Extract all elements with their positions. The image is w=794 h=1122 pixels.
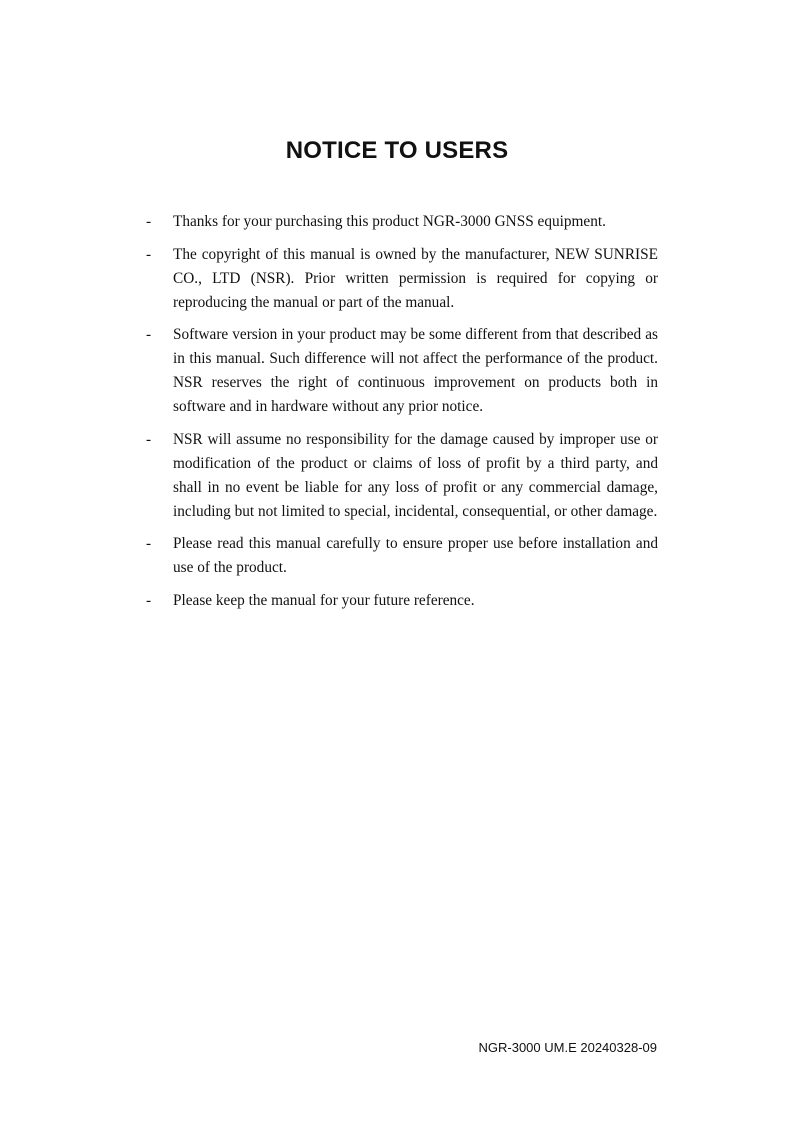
notice-text: NSR will assume no responsibility for the damage caused by improper use or modification of the product or claims of loss of profit by a third party, and shall in no event be liable for any loss of profit or any commercial damage, including but not limited to special, incidental, consequential, or other damage. [173, 430, 658, 520]
list-item [146, 323, 658, 419]
bullet-dash: - [146, 591, 152, 609]
notice-text: Software version in your product may be some different from that described as in this manual. Such difference will not affect the performance of the product. NSR reserves the right of continuous improvement on products both in software and in hardware without any prior notice. [173, 326, 658, 415]
list-item [146, 589, 658, 613]
notice-text: Thanks for your purchasing this product NGR-3000 GNSS equipment. [173, 213, 606, 230]
bullet-dash: - [146, 245, 152, 263]
bullet-dash: - [146, 213, 152, 230]
notice-text: Please read this manual carefully to ensure proper use before installation and use of the product. [173, 535, 658, 576]
notice-text: The copyright of this manual is owned by the manufacturer, NEW SUNRISE CO., LTD (NSR). Prior written permission is required for copying or reproducing the manual or part of the manual. [173, 245, 658, 311]
bullet-dash: - [146, 326, 152, 343]
list-item [146, 243, 658, 315]
document-code-footer: NGR-3000 UM.E 20240328-09 [478, 1040, 657, 1055]
notice-list [146, 210, 658, 621]
list-item [146, 428, 658, 524]
list-item [146, 532, 658, 580]
notice-text: Please keep the manual for your future reference. [173, 591, 475, 609]
bullet-dash: - [146, 430, 152, 448]
bullet-dash: - [146, 535, 152, 552]
page-title: NOTICE TO USERS [285, 137, 509, 164]
list-item [146, 210, 658, 234]
